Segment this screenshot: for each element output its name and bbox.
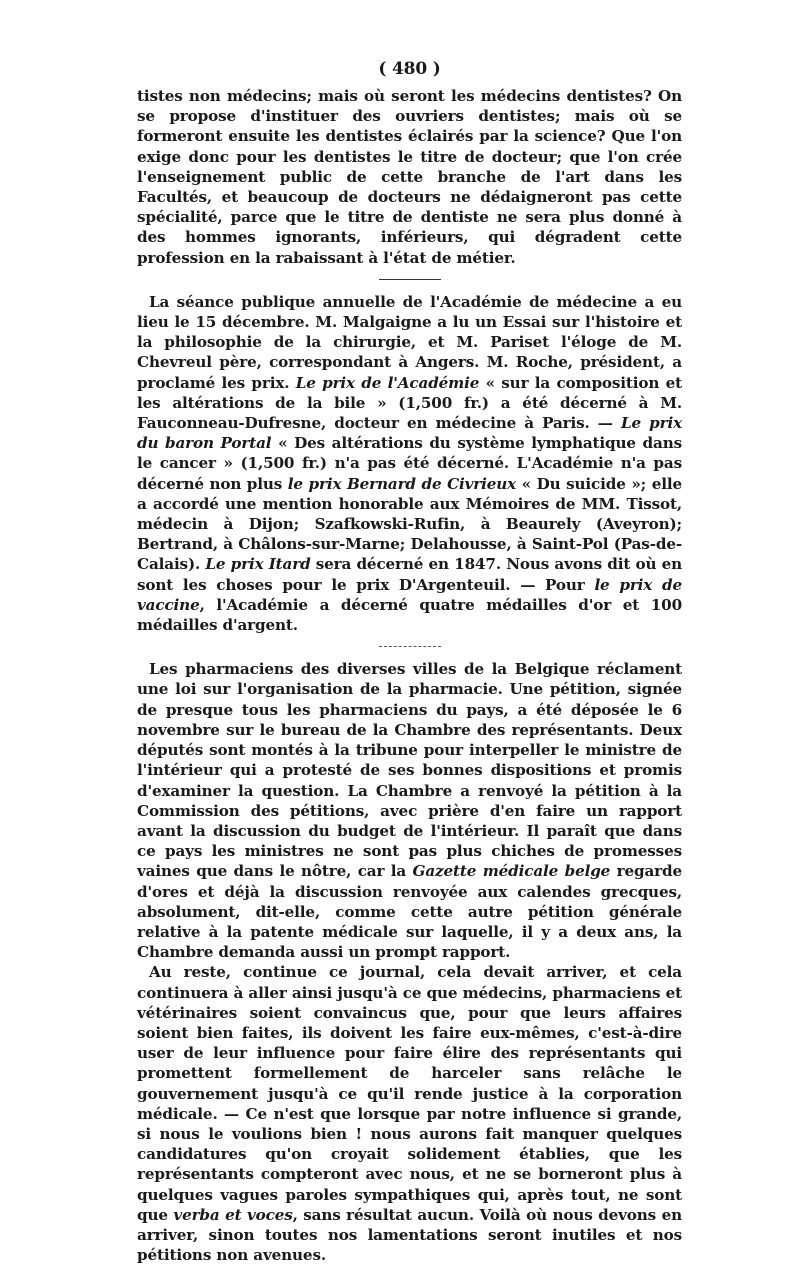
paragraph-au-reste: Au reste, continue ce journal, cela devait arriver, et cela continuera à aller ainsi jusqu'à ce que médecins, pharmaciens et vétérinaires soient convaincus que, pour que leurs affaires soient bien faites, ils doivent les faire eux-mêmes, c'est-à-dire user de leur influence pour faire élire des représentants qui promettent formellement de harceler sans relâche le gouvernement jusqu'à ce qu'il rende justice à la corporation médicale. — Ce n'est que lorsque par notre influence si grande, si nous le voulions bien ! nous aurons fait manquer quelques candidatures qu'on croyait solidement établies, que les représentants compteront avec nous, et ne se borneront plus à quelques vagues paroles sympathiques qui, après tout, ne sont que verba et voces, sans résultat aucun. Voilà où nous devons en arriver, sinon toutes nos lamentations seront inutiles et nos pétitions non avenues. (137, 963, 682, 1265)
separator-rule-dotted (379, 646, 441, 647)
separator-rule (379, 279, 441, 280)
paragraph-academie: La séance publique annuelle de l'Académie de médecine a eu lieu le 15 décembre. M. Malgaigne a lu un Essai sur l'histoire et la philosophie de la chirurgie, et M. Pariset l'éloge de M. Chevreul père, correspondant à Angers. M. Roche, président, a proclamé les prix. Le prix de l'Académie « sur la composition et les altérations de la bile » (1,500 fr.) a été décerné à M. Fauconneau-Dufresne, docteur en médecine à Paris. — Le prix du baron Portal « Des altérations du système lymphatique dans le cancer » (1,500 fr.) n'a pas été décerné. L'Académie n'a pas décerné non plus le prix Bernard de Civrieux « Du suicide »; elle a accordé une mention honorable aux Mémoires de MM. Tissot, médecin à Dijon; Szafkowski-Rufin, à Beaurely (Aveyron); Bertrand, à Châlons-sur-Marne; Delahousse, à Saint-Pol (Pas-de-Calais). Le prix Itard sera décerné en 1847. Nous avons dit où en sont les choses pour le prix D'Argenteuil. — Pour le prix de vaccine, l'Académie a décerné quatre médailles d'or et 100 médailles d'argent. (137, 292, 683, 635)
prix-itard: Le prix Itard (205, 555, 311, 574)
gazette-medicale-belge: Gazette médicale belge (412, 862, 611, 881)
prix-baron-portal: Le prix du baron Portal (137, 414, 682, 453)
verba-et-voces: verba et voces (173, 1205, 293, 1224)
document-page (137, 58, 682, 1265)
prix-bernard-civrieux: le prix Bernard de Civrieux (287, 474, 517, 493)
paragraph-dentistes: tistes non médecins; mais où seront les médecins dentistes? On se propose d'instituer des ouvriers dentistes; mais où se formeront ensuite les dentistes éclairés par la science? Que l'on exige donc pour les dentistes le titre de docteur; que l'on crée l'enseignement public de cette branche de l'art dans les Facultés, et beaucoup de docteurs ne dédaigneront pas cette spécialité, parce que le titre de dentiste ne sera plus donné à des hommes ignorants, inférieurs, qui dégradent cette profession en la rabaissant à l'état de métier. (137, 87, 682, 267)
paragraph-pharmaciens-belgique: Les pharmaciens des diverses villes de la Belgique réclament une loi sur l'organisation de la pharmacie. Une pétition, signée de presque tous les pharmaciens du pays, a été déposée le 6 novembre sur le bureau de la Chambre des représentants. Deux députés sont montés à la tribune pour interpeller le ministre de l'intérieur qui a protesté de ses bonnes dispositions et promis d'examiner la question. La Chambre a renvoyé la pétition à la Commission des pétitions, avec prière d'en faire un rapport avant la discussion du budget de l'intérieur. Il paraît que dans ce pays les ministres ne sont pas plus chiches de promesses vaines que dans le nôtre, car la Gazette médicale belge regarde d'ores et déjà la discussion renvoyée aux calendes grecques, absolument, dit-elle, comme cette autre pétition générale relative à la patente médicale sur laquelle, il y a deux ans, la Chambre demanda aussi un prompt rapport. (137, 660, 683, 962)
page-number: ( 480 ) (378, 59, 441, 79)
prix-vaccine: le prix de vaccine (137, 575, 682, 614)
prix-academie: Le prix de l'Académie (295, 373, 480, 392)
